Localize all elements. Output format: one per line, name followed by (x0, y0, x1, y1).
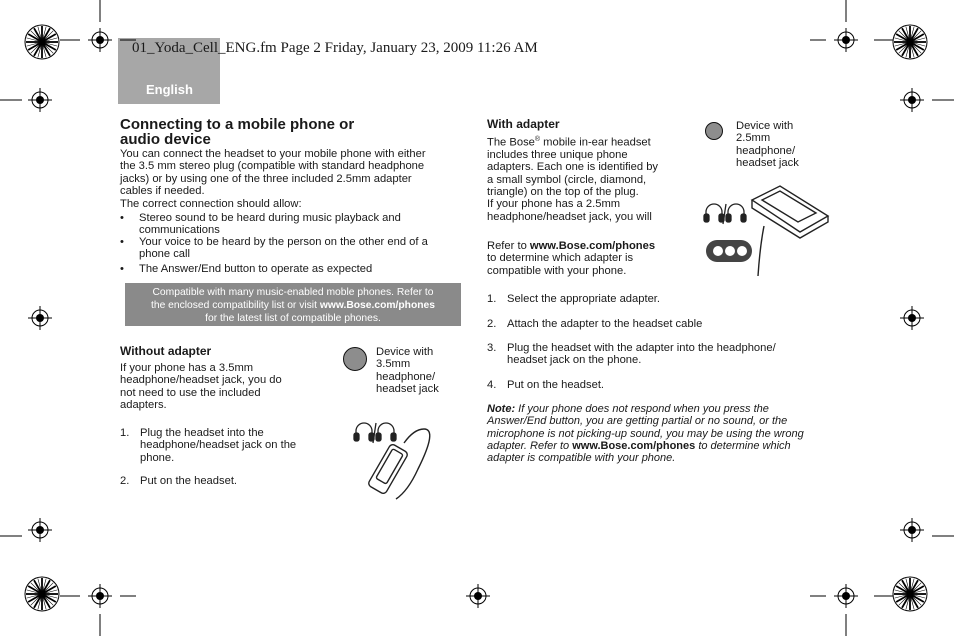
step-number: 2. (120, 475, 130, 487)
text-span: The Bose (487, 136, 535, 149)
text-line: the 3.5 mm stereo plug (compatible with standard headphone (120, 160, 425, 173)
bose-phones-link[interactable]: www.Bose.com/phones (319, 300, 436, 311)
text-line: Plug the headset into the (140, 427, 264, 439)
registration-mark-icon (88, 584, 112, 608)
file-header: 01_Yoda_Cell_ENG.fm Page 2 Friday, January 23, 2009 11:26 AM (132, 40, 538, 56)
text-line: headphone/ (736, 144, 796, 157)
text-line: Put on the headset. (140, 475, 238, 487)
registration-mark-icon (28, 518, 52, 542)
language-tab-label: English (146, 82, 193, 97)
text-line: includes three unique phone (487, 149, 628, 162)
step-number: 2. (487, 318, 497, 330)
text-span: to determine which (695, 439, 791, 452)
text-line: adapters. (120, 398, 167, 411)
text-line: Your voice to be heard by the person on the other end of a (139, 236, 428, 248)
text-line: If your phone has a 2.5mm (487, 198, 621, 211)
text-line: adapter is compatible with your phone. (487, 452, 676, 465)
step-number: 3. (487, 342, 497, 354)
registration-mark-icon (28, 306, 52, 330)
text-span: mobile in-ear headset (540, 136, 651, 149)
text-line: compatible with your phone. (487, 264, 627, 277)
step-number: 4. (487, 379, 497, 391)
text-line: adapters. Each one is identified by (487, 161, 659, 174)
text-line: triangle) on the top of the plug. (487, 185, 639, 198)
text-line: communications (139, 224, 220, 237)
text-span: Refer to (487, 240, 530, 252)
section-title-line: Connecting to a mobile phone or (120, 116, 355, 133)
text-line: headphone/headset jack on the (140, 439, 297, 452)
text-line: cables if needed. (120, 184, 205, 197)
note-label: Note: (487, 403, 516, 415)
step-number: 1. (120, 427, 130, 439)
text-span: adapter. Refer to (487, 439, 573, 452)
section-title-line: audio device (120, 131, 211, 148)
text-line: Device with (376, 346, 434, 358)
text-line: headphone/headset jack, you will (487, 210, 652, 223)
registration-mark-icon (834, 28, 858, 52)
text-line: headset jack (736, 156, 799, 169)
text-line: Answer/End button, you are getting partial or no sound, or the (487, 415, 788, 428)
bose-phones-link[interactable]: www.Bose.com/phones (529, 240, 656, 252)
starburst-target-icon (24, 24, 60, 60)
text-line: headphone/headset jack, you do (120, 374, 282, 387)
text-line: to determine which adapter is (487, 252, 634, 265)
starburst-target-icon (892, 576, 928, 612)
text-line: Plug the headset with the adapter into the headphone/ (507, 342, 776, 354)
text-line: Select the appropriate adapter. (507, 293, 661, 305)
text-span: If your phone does not respond when you press the (515, 403, 769, 415)
text-line: phone call (139, 248, 191, 261)
bose-phones-link[interactable]: www.Bose.com/phones (572, 439, 696, 452)
starburst-target-icon (24, 576, 60, 612)
registration-mark-icon (900, 306, 924, 330)
text-line: Attach the adapter to the headset cable (507, 318, 703, 330)
text-line: 2.5mm (736, 132, 771, 145)
text-line: not need to use the included (120, 386, 261, 399)
registration-mark-icon (88, 28, 112, 52)
text-line: headset jack (376, 382, 439, 395)
text-line: Put on the headset. (507, 379, 605, 391)
text-line: Device with (736, 120, 794, 132)
bullet-dot: • (120, 212, 124, 224)
bullet-dot: • (120, 236, 124, 248)
text-span: the enclosed compatibility list or visit (150, 300, 320, 311)
text-line: 3.5mm (376, 358, 411, 371)
text-line: for the latest list of compatible phones. (205, 313, 381, 324)
text-line: phone. (140, 451, 175, 464)
text-line: a small symbol (circle, diamond, (487, 173, 647, 186)
with-adapter-heading: With adapter (487, 117, 560, 131)
registration-mark-icon (466, 584, 490, 608)
connection-intro: The correct connection should allow: (120, 198, 302, 210)
text-line: jacks) or by using one of the three included 2.5mm adapter (120, 172, 412, 185)
without-adapter-heading: Without adapter (120, 344, 212, 358)
text-line: You can connect the headset to your mobile phone with either (120, 148, 426, 160)
registration-mark-icon (900, 518, 924, 542)
bullet-dot: • (120, 263, 124, 275)
starburst-target-icon (892, 24, 928, 60)
text-line: headphone/ (376, 370, 436, 383)
text-line: microphone is not picking-up sound, you may be using the wrong (487, 427, 804, 440)
text-line: Compatible with many music-enabled moble phones. Refer to (152, 287, 434, 298)
registration-mark-icon (834, 584, 858, 608)
text-line: headset jack on the phone. (507, 354, 642, 367)
step-number: 1. (487, 293, 497, 305)
registration-mark-icon (28, 88, 52, 112)
registration-mark-icon (900, 88, 924, 112)
text-line: The Answer/End button to operate as expected (139, 263, 373, 275)
text-line: Stereo sound to be heard during music playback and (139, 212, 401, 224)
text-line: If your phone has a 3.5mm (120, 362, 254, 374)
registered-mark: ® (534, 136, 541, 143)
